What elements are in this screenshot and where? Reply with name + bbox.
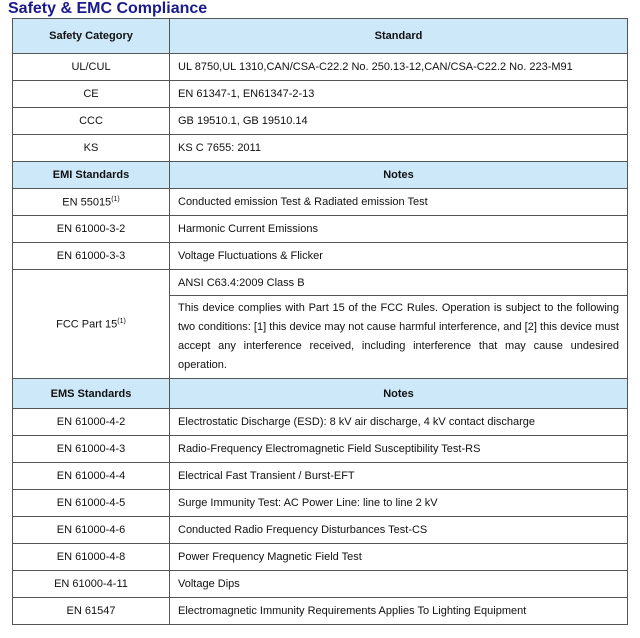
category-cell: KS: [13, 135, 170, 162]
header-standard: Standard: [170, 19, 628, 54]
standard-cell: KS C 7655: 2011: [170, 135, 628, 162]
page-title: Safety & EMC Compliance: [8, 0, 208, 17]
header-category: Safety Category: [13, 19, 170, 54]
notes-cell: Radio-Frequency Electromagnetic Field Susceptibility Test-RS: [170, 436, 628, 463]
table-row: [13, 517, 628, 544]
table-row: [13, 544, 628, 571]
table-row: [13, 81, 628, 108]
category-cell: UL/CUL: [13, 54, 170, 81]
standard-cell: EN 61547: [13, 598, 170, 625]
category-cell: CE: [13, 81, 170, 108]
standard-cell: UL 8750,UL 1310,CAN/CSA-C22.2 No. 250.13-12,CAN/CSA-C22.2 No. 223-M91: [170, 54, 628, 81]
standard-cell: [13, 189, 170, 216]
table-row: [13, 216, 628, 243]
standard-name: EN 55015: [62, 196, 112, 209]
notes-cell: This device complies with Part 15 of the FCC Rules. Operation is subject to the following two conditions: [1] this device may not cause harmful interference, and [2] this device must accept any interference received, including interference that may cause undesired operation.: [170, 296, 628, 379]
header-ems: EMS Standards: [13, 379, 170, 409]
notes-cell: Voltage Fluctuations & Flicker: [170, 243, 628, 270]
standard-cell: EN 61000-4-6: [13, 517, 170, 544]
table-row: [13, 463, 628, 490]
table-row: [13, 598, 628, 625]
standard-cell: EN 61000-4-3: [13, 436, 170, 463]
notes-cell: Surge Immunity Test: AC Power Line: line to line 2 kV: [170, 490, 628, 517]
notes-cell: Harmonic Current Emissions: [170, 216, 628, 243]
notes-cell: Conducted Radio Frequency Disturbances Test-CS: [170, 517, 628, 544]
standard-cell: [13, 270, 170, 379]
table-row: [13, 135, 628, 162]
standard-cell: EN 61000-4-5: [13, 490, 170, 517]
notes-cell: Voltage Dips: [170, 571, 628, 598]
table-header-row: [13, 162, 628, 189]
header-notes: Notes: [170, 379, 628, 409]
standard-cell: EN 61000-3-3: [13, 243, 170, 270]
table-row: [13, 436, 628, 463]
table-header-row: [13, 19, 628, 54]
standard-cell: EN 61000-4-4: [13, 463, 170, 490]
notes-cell: Electrostatic Discharge (ESD): 8 kV air discharge, 4 kV contact discharge: [170, 409, 628, 436]
table-row: [13, 571, 628, 598]
standard-cell: EN 61000-4-8: [13, 544, 170, 571]
standard-cell: GB 19510.1, GB 19510.14: [170, 108, 628, 135]
table-row: [13, 270, 628, 296]
header-emi: EMI Standards: [13, 162, 170, 189]
notes-cell: Conducted emission Test & Radiated emission Test: [170, 189, 628, 216]
table-row: [13, 54, 628, 81]
table-header-row: [13, 379, 628, 409]
category-cell: CCC: [13, 108, 170, 135]
table-row: [13, 409, 628, 436]
compliance-table: [12, 18, 628, 625]
table-row: [13, 490, 628, 517]
notes-cell: Electromagnetic Immunity Requirements Applies To Lighting Equipment: [170, 598, 628, 625]
footnote-marker: (1): [117, 317, 126, 325]
standard-cell: EN 61000-4-11: [13, 571, 170, 598]
standard-cell: EN 61000-3-2: [13, 216, 170, 243]
notes-cell: Electrical Fast Transient / Burst-EFT: [170, 463, 628, 490]
standard-name: FCC Part 15: [56, 318, 118, 331]
footnote-marker: (1): [111, 195, 120, 203]
standard-cell: EN 61347-1, EN61347-2-13: [170, 81, 628, 108]
notes-cell: Power Frequency Magnetic Field Test: [170, 544, 628, 571]
notes-cell: ANSI C63.4:2009 Class B: [170, 270, 628, 296]
standard-cell: EN 61000-4-2: [13, 409, 170, 436]
header-notes: Notes: [170, 162, 628, 189]
table-row: [13, 108, 628, 135]
table-row: [13, 189, 628, 216]
table-row: [13, 243, 628, 270]
